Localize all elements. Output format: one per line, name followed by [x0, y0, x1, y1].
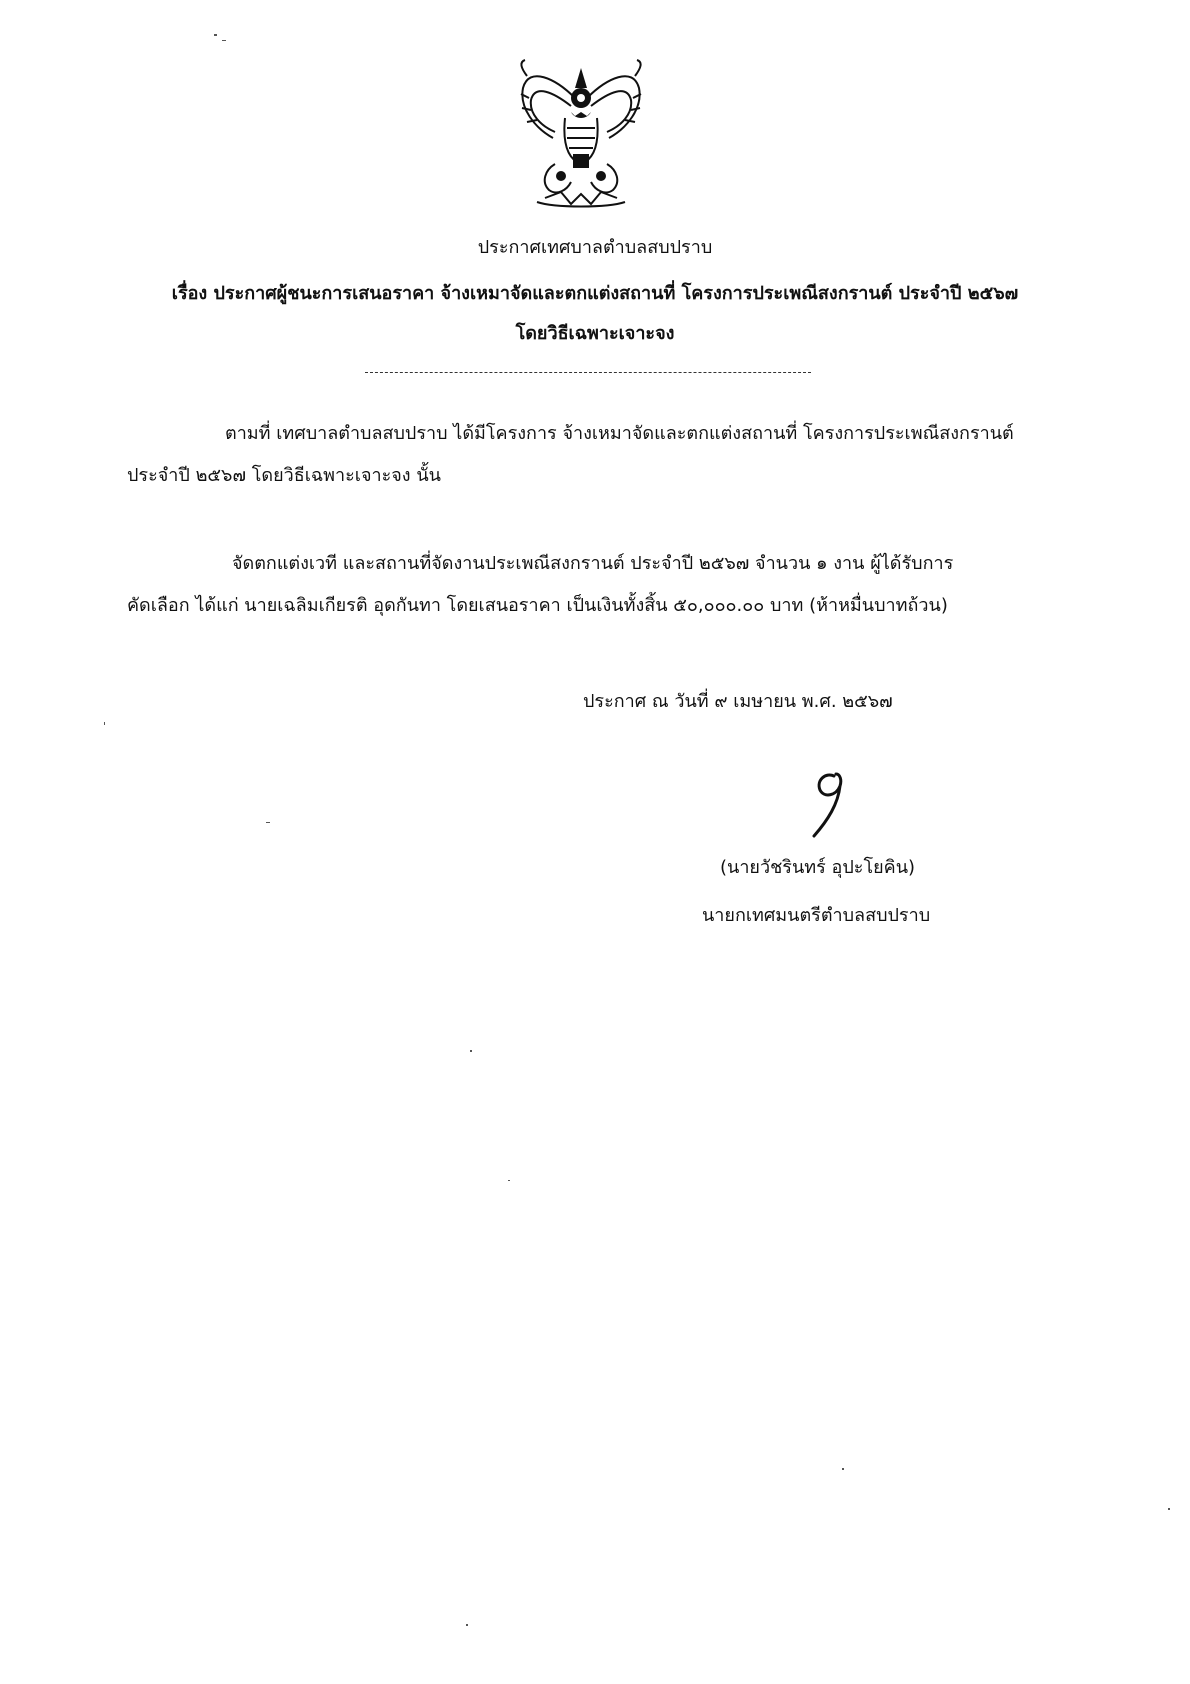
- scan-speck: [508, 1180, 510, 1181]
- scan-speck: [266, 822, 270, 823]
- paragraph-1-line-1: ตามที่ เทศบาลตำบลสบปราบ ได้มีโครงการ จ้างเหมาจัดและตกแต่งสถานที่ โครงการประเพณีสงกรานต์: [225, 423, 1014, 444]
- garuda-emblem-icon: [515, 58, 647, 210]
- signer-position: นายกเทศมนตรีตำบลสบปราบ: [702, 905, 931, 926]
- paragraph-1-line-2: ประจำปี ๒๕๖๗ โดยวิธีเฉพาะเจาะจง นั้น: [127, 465, 441, 486]
- scan-speck: [1168, 1508, 1170, 1510]
- header-divider: [365, 372, 811, 373]
- paragraph-2-line-1: จัดตกแต่งเวที และสถานที่จัดงานประเพณีสงกรานต์ ประจำปี ๒๕๖๗ จำนวน ๑ งาน ผู้ได้รับการ: [232, 553, 954, 574]
- announcement-date: ประกาศ ณ วันที่ ๙ เมษายน พ.ศ. ๒๕๖๗: [583, 691, 893, 712]
- method-line: โดยวิธีเฉพาะเจาะจง: [515, 323, 675, 344]
- paragraph-2-line-2: คัดเลือก ได้แก่ นายเฉลิมเกียรติ อุดกันทา โดยเสนอราคา เป็นเงินทั้งสิ้น ๕๐,๐๐๐.๐๐ บาท (ห้าหมื่นบาทถ้วน): [127, 595, 948, 616]
- scan-speck: [470, 1050, 472, 1052]
- subject-line: เรื่อง ประกาศผู้ชนะการเสนอราคา จ้างเหมาจัดและตกแต่งสถานที่ โครงการประเพณีสงกรานต์ ประจำปี ๒๕๖๗: [171, 283, 1019, 304]
- scan-speck: [104, 722, 105, 725]
- announcer-title: ประกาศเทศบาลตำบลสบปราบ: [477, 237, 713, 258]
- handwritten-signature-icon: [804, 768, 864, 840]
- scan-speck: [222, 40, 226, 41]
- scan-speck: [842, 1468, 844, 1470]
- scan-speck: [466, 1624, 468, 1626]
- scan-speck: [214, 34, 217, 36]
- signer-name: (นายวัชรินทร์ อุปะโยคิน): [720, 857, 916, 878]
